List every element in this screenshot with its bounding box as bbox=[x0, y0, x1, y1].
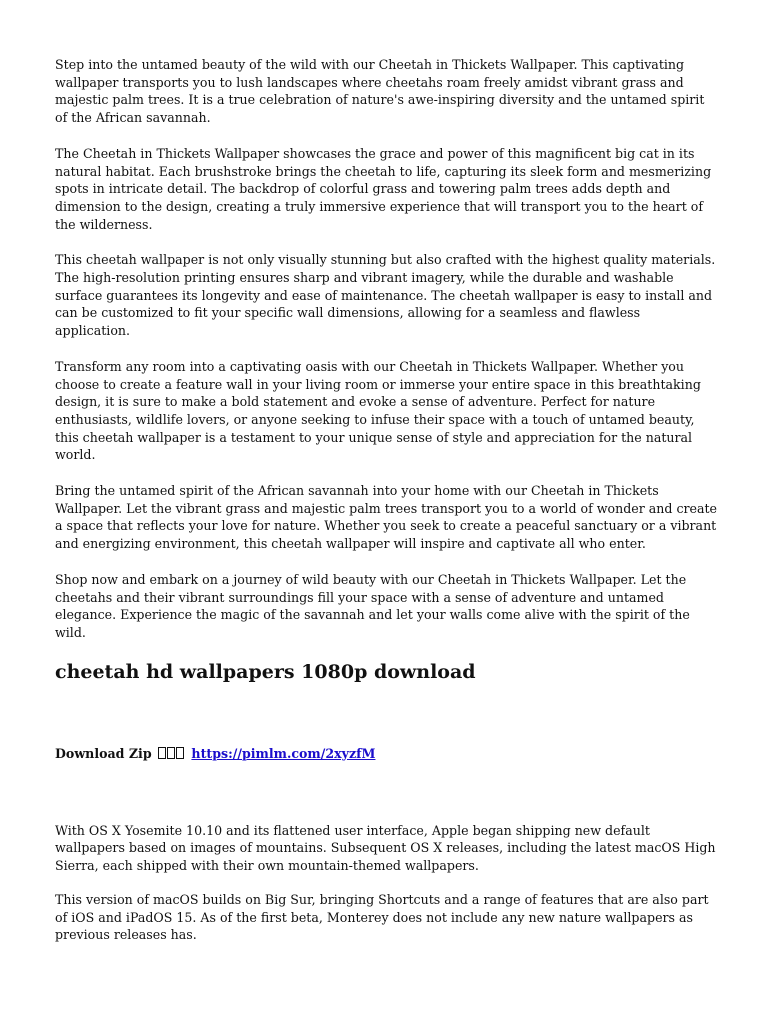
yosemite-paragraph: With OS X Yosemite 10.10 and its flattened user interface, Apple began shipping new default wallpapers based on images of mountains. Subsequent OS X releases, including the latest macOS High Sierra, each shipped with their own mountain-themed wallpapers. bbox=[55, 822, 716, 874]
monterey-paragraph: This version of macOS builds on Big Sur, bringing Shortcuts and a range of features that are also part of iOS and iPadOS 15. As of the first beta, Monterey does not include any new nature wallpapers as previous releases has. bbox=[55, 891, 709, 943]
document-page bbox=[55, 56, 719, 960]
lower-section bbox=[55, 822, 719, 944]
transform-paragraph: Transform any room into a captivating oasis with our Cheetah in Thickets Wallpaper. Whether you choose to create a feature wall in your living room or immerse your entire space in this breathtaking design, it is sure to make a bold statement and evoke a sense of adventure. Perfect for nature enthusiasts, wildlife lovers, or anyone seeking to infuse their space with a touch of untamed beauty, this cheetah wallpaper is a testament to your unique sense of style and appreciation for the natural world. bbox=[55, 358, 701, 463]
download-link[interactable]: https://pimlm.com/2xyzfM bbox=[191, 745, 376, 761]
download-line bbox=[55, 745, 719, 763]
quality-paragraph: This cheetah wallpaper is not only visually stunning but also crafted with the highest quality materials. The high-resolution printing ensures sharp and vibrant imagery, while the durable and washable surface guarantees its longevity and ease of maintenance. The cheetah wallpaper is easy to install and can be customized to fit your specific wall dimensions, allowing for a seamless and flawless application. bbox=[55, 252, 716, 339]
shop-paragraph: Shop now and embark on a journey of wild beauty with our Cheetah in Thickets Wallpaper. Let the cheetahs and their vibrant surroundings fill your space with a sense of adventure and untamed elegance. Experience the magic of the savannah and let your walls come alive with the spirit of the wild. bbox=[55, 571, 690, 640]
savannah-paragraph: Bring the untamed spirit of the African savannah into your home with our Cheetah in Thickets Wallpaper. Let the vibrant grass and majestic palm trees transport you to a world of wonder and create a space that reflects your love for nature. Whether you seek to create a peaceful sanctuary or a vibrant and energizing environment, this cheetah wallpaper will inspire and captivate all who enter. bbox=[55, 483, 717, 552]
arrow-boxes-icon bbox=[158, 745, 185, 763]
intro-paragraph: Step into the untamed beauty of the wild with our Cheetah in Thickets Wallpaper. This captivating wallpaper transports you to lush landscapes where cheetahs roam freely amidst vibrant grass and majestic palm trees. It is a true celebration of nature's awe-inspiring diversity and the untamed spirit of the African savannah. bbox=[55, 57, 705, 126]
download-label: Download Zip bbox=[55, 745, 152, 761]
showcase-paragraph: The Cheetah in Thickets Wallpaper showcases the grace and power of this magnificent big cat in its natural habitat. Each brushstroke brings the cheetah to life, capturing its sleek form and mesmerizing spots in intricate detail. The backdrop of colorful grass and towering palm trees adds depth and dimension to the design, creating a truly immersive experience that will transport you to the heart of the wilderness. bbox=[55, 145, 712, 232]
section-heading: cheetah hd wallpapers 1080p download bbox=[55, 660, 476, 683]
